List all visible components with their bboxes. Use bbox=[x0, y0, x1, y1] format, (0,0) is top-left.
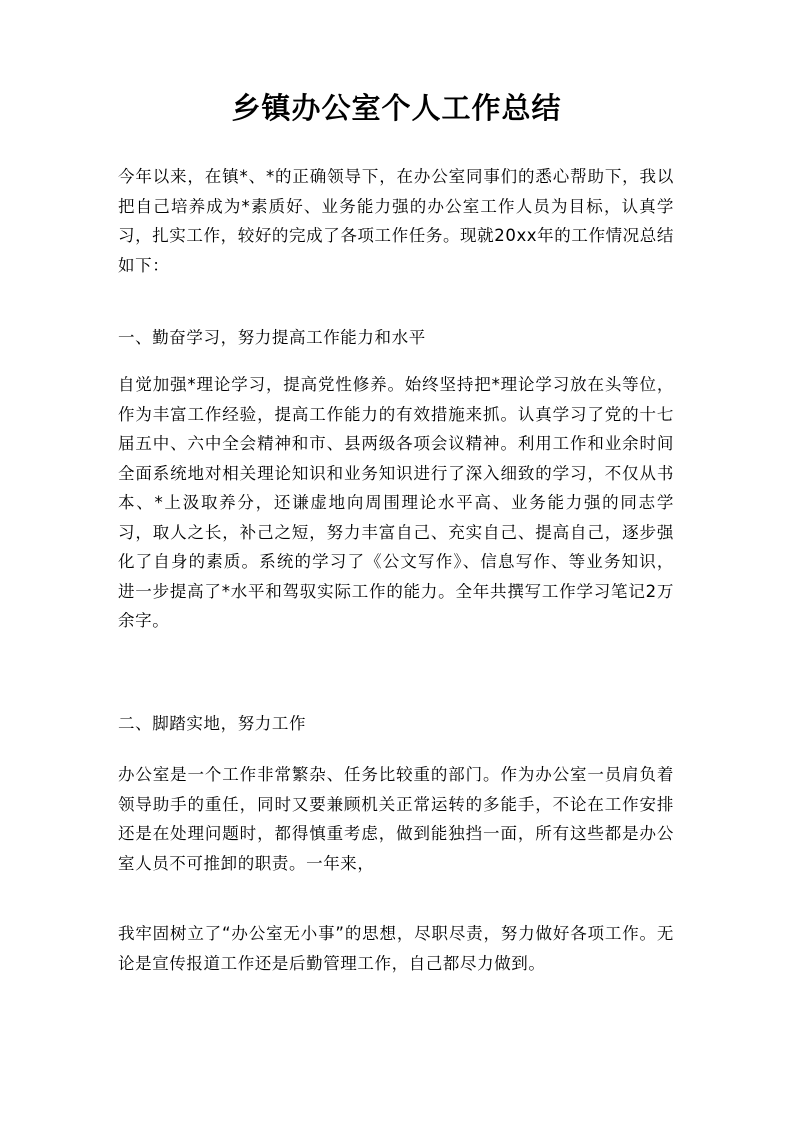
section-2-paragraph: 办公室是一个工作非常繁杂、任务比较重的部门。作为办公室一员肩负着领导助手的重任，同时又要兼顾机关正常运转的多能手，不论在工作安排还是在处理问题时，都得慎重考虑，做到能独挡一面，所有这些都是办公室人员不可推卸的职责。一年来， bbox=[118, 765, 674, 873]
section-heading-1: 一、勤奋学习，努力提高工作能力和水平 bbox=[118, 328, 426, 347]
section-2-paragraph-continued: 我牢固树立了“办公室无小事”的思想，尽职尽责，努力做好各项工作。无论是宣传报道工作还是后勤管理工作，自己都尽力做到。 bbox=[118, 924, 674, 973]
intro-paragraph: 今年以来，在镇*、*的正确领导下，在办公室同事们的悉心帮助下，我以把自己培养成为*素质好、业务能力强的办公室工作人员为目标，认真学习，扎实工作，较好的完成了各项工作任务。现就20xx年的工作情况总结如下： bbox=[118, 167, 674, 275]
section-1-paragraph: 自觉加强*理论学习，提高党性修养。始终坚持把*理论学习放在头等位，作为丰富工作经验，提高工作能力的有效措施来抓。认真学习了党的十七届五中、六中全会精神和市、县两级各项会议精神。利用工作和业余时间全面系统地对相关理论知识和业务知识进行了深入细致的学习，不仅从书本、*上汲取养分，还谦虚地向周围理论水平高、业务能力强的同志学习，取人之长，补己之短，努力丰富自己、充实自己、提高自己，逐步强化了自身的素质。系统的学习了《公文写作》、信息写作、等业务知识，进一步提高了*水平和驾驭实际工作的能力。全年共撰写工作学习笔记2万余字。 bbox=[118, 375, 674, 630]
document-title: 乡镇办公室个人工作总结 bbox=[231, 91, 562, 125]
section-heading-2: 二、脚踏实地，努力工作 bbox=[118, 714, 307, 733]
